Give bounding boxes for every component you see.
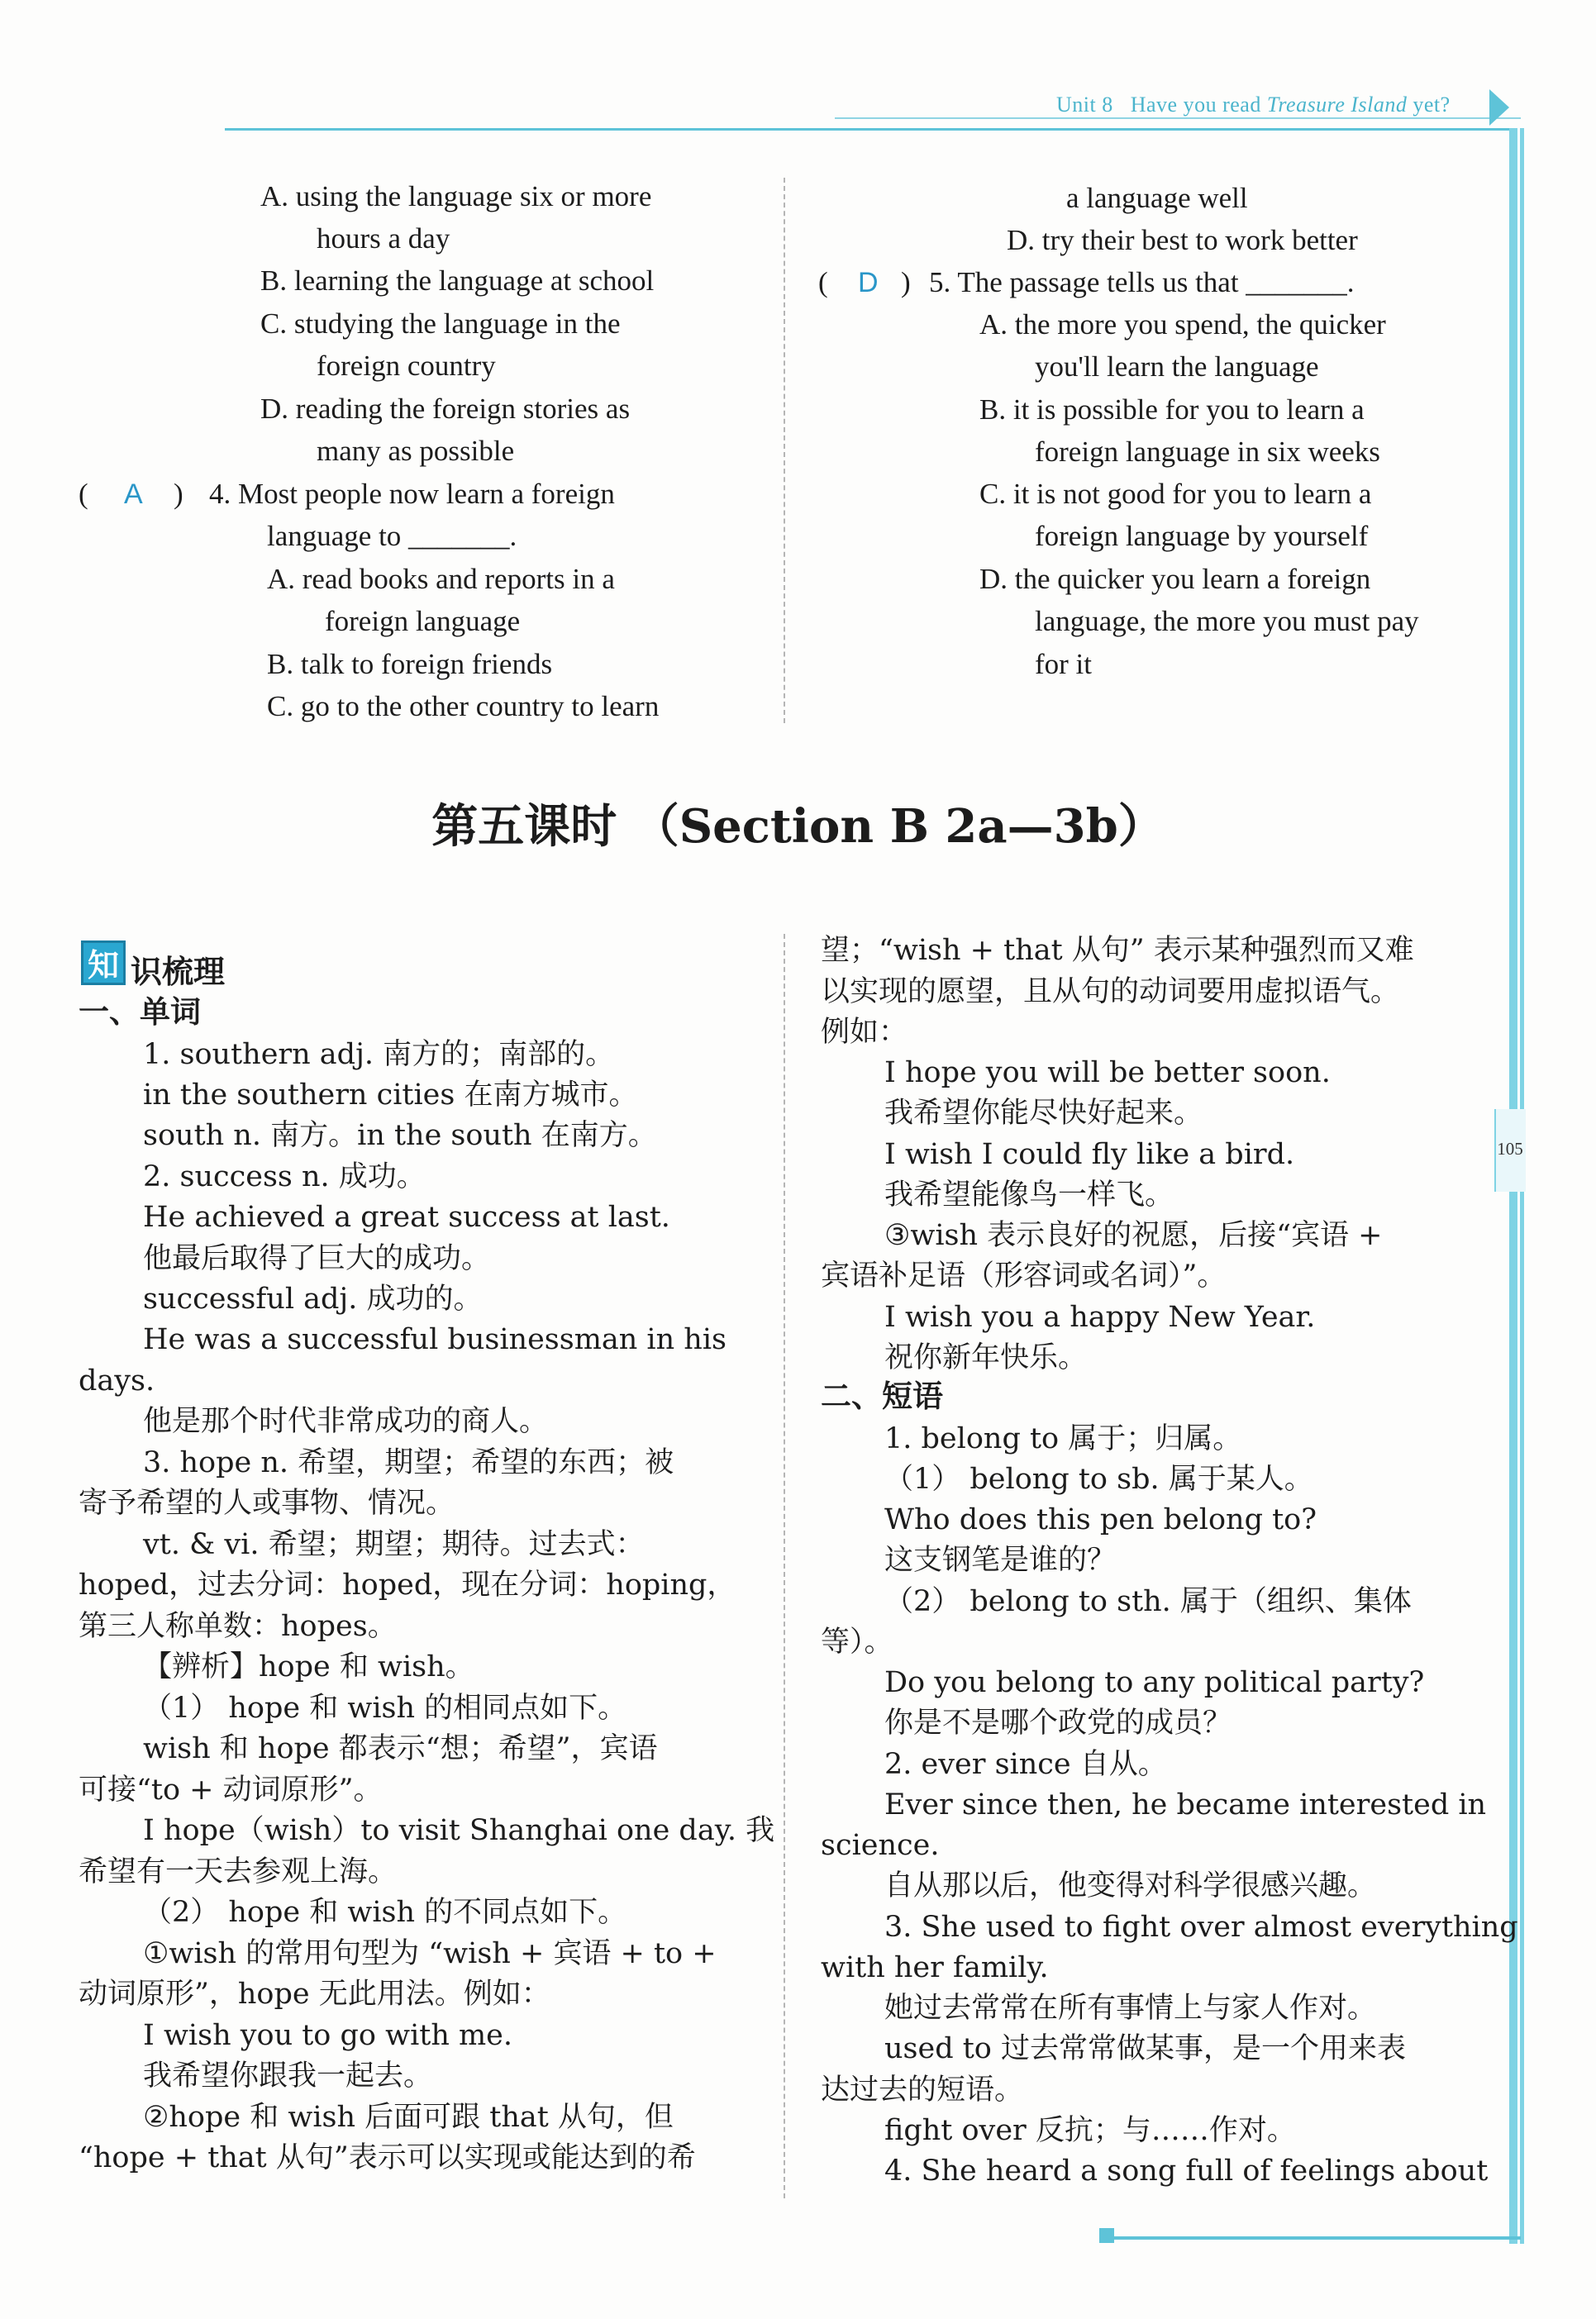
left-line: I wish you to go with me. <box>143 2019 513 2052</box>
left-line: 2. success n. 成功。 <box>143 1160 426 1193</box>
right-line: fight over 反抗；与……作对。 <box>884 2114 1296 2147</box>
right-line: I wish I could fly like a bird. <box>884 1138 1295 1171</box>
left-line: south n. 南方。in the south 在南方。 <box>143 1119 657 1152</box>
left-line: 【辨析】hope 和 wish。 <box>143 1650 474 1683</box>
phrase-heading: 二、短语 <box>821 1379 943 1414</box>
left-line: vt. & vi. 希望；期望；期待。过去式： <box>143 1528 645 1561</box>
header-title-end: yet? <box>1413 93 1451 117</box>
q3-option-d-cont: many as possible <box>317 435 515 467</box>
left-line: 希望有一天去参观上海。 <box>79 1855 398 1888</box>
right-line: （2） belong to sth. 属于（组织、集体 <box>884 1585 1412 1618</box>
q4-answer: A <box>124 479 143 510</box>
left-line: hoped，过去分词：hoped，现在分词：hoping， <box>79 1569 736 1602</box>
header-arrow-icon <box>1489 89 1509 126</box>
knowledge-badge-icon: 知 <box>81 940 126 985</box>
page-number: 105 <box>1497 1139 1523 1159</box>
left-line: “hope + that 从句”表示可以实现或能达到的希 <box>79 2141 696 2174</box>
right-line: 望；“wish + that 从句” 表示某种强烈而又难 <box>821 934 1414 967</box>
q5-stem: 5. The passage tells us that _______. <box>929 266 1355 298</box>
right-line: 2. ever since 自从。 <box>884 1748 1167 1781</box>
left-line: ①wish 的常用句型为 “wish + 宾语 + to + <box>143 1937 717 1970</box>
q3-option-d: D. reading the foreign stories as <box>260 393 631 425</box>
q5-option-b-cont: foreign language in six weeks <box>1035 436 1380 468</box>
right-line: 4. She heard a song full of feelings about <box>884 2155 1489 2188</box>
q4-stem-cont: language to _______. <box>267 520 517 552</box>
q4-option-b: B. talk to foreign friends <box>267 648 553 680</box>
right-line: 达过去的短语。 <box>821 2074 1024 2107</box>
right-line: Who does this pen belong to? <box>884 1503 1317 1536</box>
right-line: with her family. <box>821 1951 1049 1984</box>
right-line: 例如： <box>821 1016 908 1049</box>
footer-square-icon <box>1099 2228 1114 2243</box>
header-rule <box>225 128 1522 131</box>
q3-option-c-cont: foreign country <box>317 350 496 382</box>
left-line: days. <box>79 1364 155 1398</box>
left-line: 他是那个时代非常成功的商人。 <box>143 1405 549 1438</box>
q5-option-a-cont: you'll learn the language <box>1035 350 1319 383</box>
q3-option-b: B. learning the language at school <box>260 264 655 297</box>
left-line: 动词原形”，hope 无此用法。例如： <box>79 1978 550 2011</box>
left-line: 寄予希望的人或事物、情况。 <box>79 1487 455 1520</box>
left-line: 第三人称单数：hopes。 <box>79 1610 397 1643</box>
right-line: science. <box>821 1829 940 1862</box>
right-line: used to 过去常常做某事，是一个用来表 <box>884 2032 1407 2065</box>
q5-option-c: C. it is not good for you to learn a <box>979 478 1372 510</box>
right-line: Do you belong to any political party? <box>884 1666 1425 1699</box>
right-line: 1. belong to 属于；归属。 <box>884 1422 1242 1455</box>
footer-rule <box>1108 2236 1521 2240</box>
q4-option-c: C. go to the other country to learn <box>267 690 660 722</box>
q5-answer: D <box>858 267 879 298</box>
header-title-italic: Treasure Island <box>1266 93 1408 117</box>
q5-option-d-cont2: for it <box>1035 648 1093 680</box>
q4-stem: 4. Most people now learn a foreign <box>209 478 615 510</box>
right-line: 祝你新年快乐。 <box>884 1341 1088 1374</box>
q5-paren-open: ( <box>818 266 828 298</box>
column-divider-bottom <box>784 934 785 2198</box>
running-header <box>1056 93 1451 117</box>
q3-option-a-cont: hours a day <box>317 222 450 255</box>
q4-option-a-cont: foreign language <box>325 605 521 637</box>
left-line: ②hope 和 wish 后面可跟 that 从句，但 <box>143 2101 674 2134</box>
vocab-heading: 一、单词 <box>79 994 201 1030</box>
right-line: 这支钢笔是谁的？ <box>884 1544 1117 1577</box>
q4-paren-close: ) <box>174 478 183 510</box>
left-line: （1） hope 和 wish 的相同点如下。 <box>143 1692 627 1725</box>
right-line: 自从那以后，他变得对科学很感兴趣。 <box>884 1869 1377 1902</box>
q5-option-a: A. the more you spend, the quicker <box>979 308 1386 340</box>
left-line: （2） hope 和 wish 的不同点如下。 <box>143 1896 627 1929</box>
right-line: 她过去常常在所有事情上与家人作对。 <box>884 1992 1377 2025</box>
header-unit: Unit 8 <box>1056 93 1113 117</box>
right-line: 以实现的愿望，且从句的动词要用虚拟语气。 <box>821 975 1400 1008</box>
header-title-plain: Have you read <box>1130 93 1261 117</box>
left-line: 3. hope n. 希望，期望；希望的东西；被 <box>143 1446 674 1479</box>
column-divider-top <box>784 178 785 723</box>
right-line: 我希望能像鸟一样飞。 <box>884 1179 1174 1212</box>
left-line: 我希望你跟我一起去。 <box>143 2059 433 2093</box>
header-rule-thin <box>835 117 1521 119</box>
q5-option-d-cont: language, the more you must pay <box>1035 605 1419 637</box>
q5-paren-close: ) <box>901 266 911 298</box>
right-line: 你是不是哪个政党的成员？ <box>884 1707 1232 1740</box>
q5-option-b: B. it is possible for you to learn a <box>979 393 1365 426</box>
left-line: 他最后取得了巨大的成功。 <box>143 1242 491 1275</box>
left-line: He achieved a great success at last. <box>143 1201 670 1234</box>
right-line: （1） belong to sb. 属于某人。 <box>884 1463 1313 1496</box>
right-line: 我希望你能尽快好起来。 <box>884 1097 1203 1130</box>
q5-option-c-cont: foreign language by yourself <box>1035 520 1369 552</box>
left-line: 1. southern adj. 南方的；南部的。 <box>143 1038 615 1071</box>
right-line: I wish you a happy New Year. <box>884 1301 1316 1334</box>
q3-option-c: C. studying the language in the <box>260 307 621 340</box>
q4-paren-open: ( <box>79 478 88 510</box>
q3-option-a: A. using the language six or more <box>260 180 652 212</box>
right-line: 宾语补足语（形容词或名词）”。 <box>821 1259 1227 1293</box>
right-line: 3. She used to fight over almost everything <box>884 1911 1518 1944</box>
left-line: He was a successful businessman in his <box>143 1323 727 1356</box>
right-line: ③wish 表示良好的祝愿，后接“宾语 + <box>884 1219 1383 1252</box>
section-title: 第五课时 （Section B 2a—3b） <box>431 799 1165 854</box>
q4-option-a: A. read books and reports in a <box>267 563 615 595</box>
left-line: in the southern cities 在南方城市。 <box>143 1079 638 1112</box>
knowledge-title: 识梳理 <box>131 954 226 990</box>
left-line: wish 和 hope 都表示“想；希望”，宾语 <box>143 1732 658 1765</box>
left-line: I hope（wish）to visit Shanghai one day. 我 <box>143 1814 775 1847</box>
left-line: 可接“to + 动词原形”。 <box>79 1774 383 1807</box>
q4-option-d: D. try their best to work better <box>1007 224 1358 256</box>
right-line: 等）。 <box>821 1626 893 1659</box>
q5-option-d: D. the quicker you learn a foreign <box>979 563 1371 595</box>
right-line: Ever since then, he became interested in <box>884 1788 1487 1821</box>
right-line: I hope you will be better soon. <box>884 1056 1331 1089</box>
q4-option-c-cont: a language well <box>1066 182 1248 214</box>
left-line: successful adj. 成功的。 <box>143 1283 483 1316</box>
